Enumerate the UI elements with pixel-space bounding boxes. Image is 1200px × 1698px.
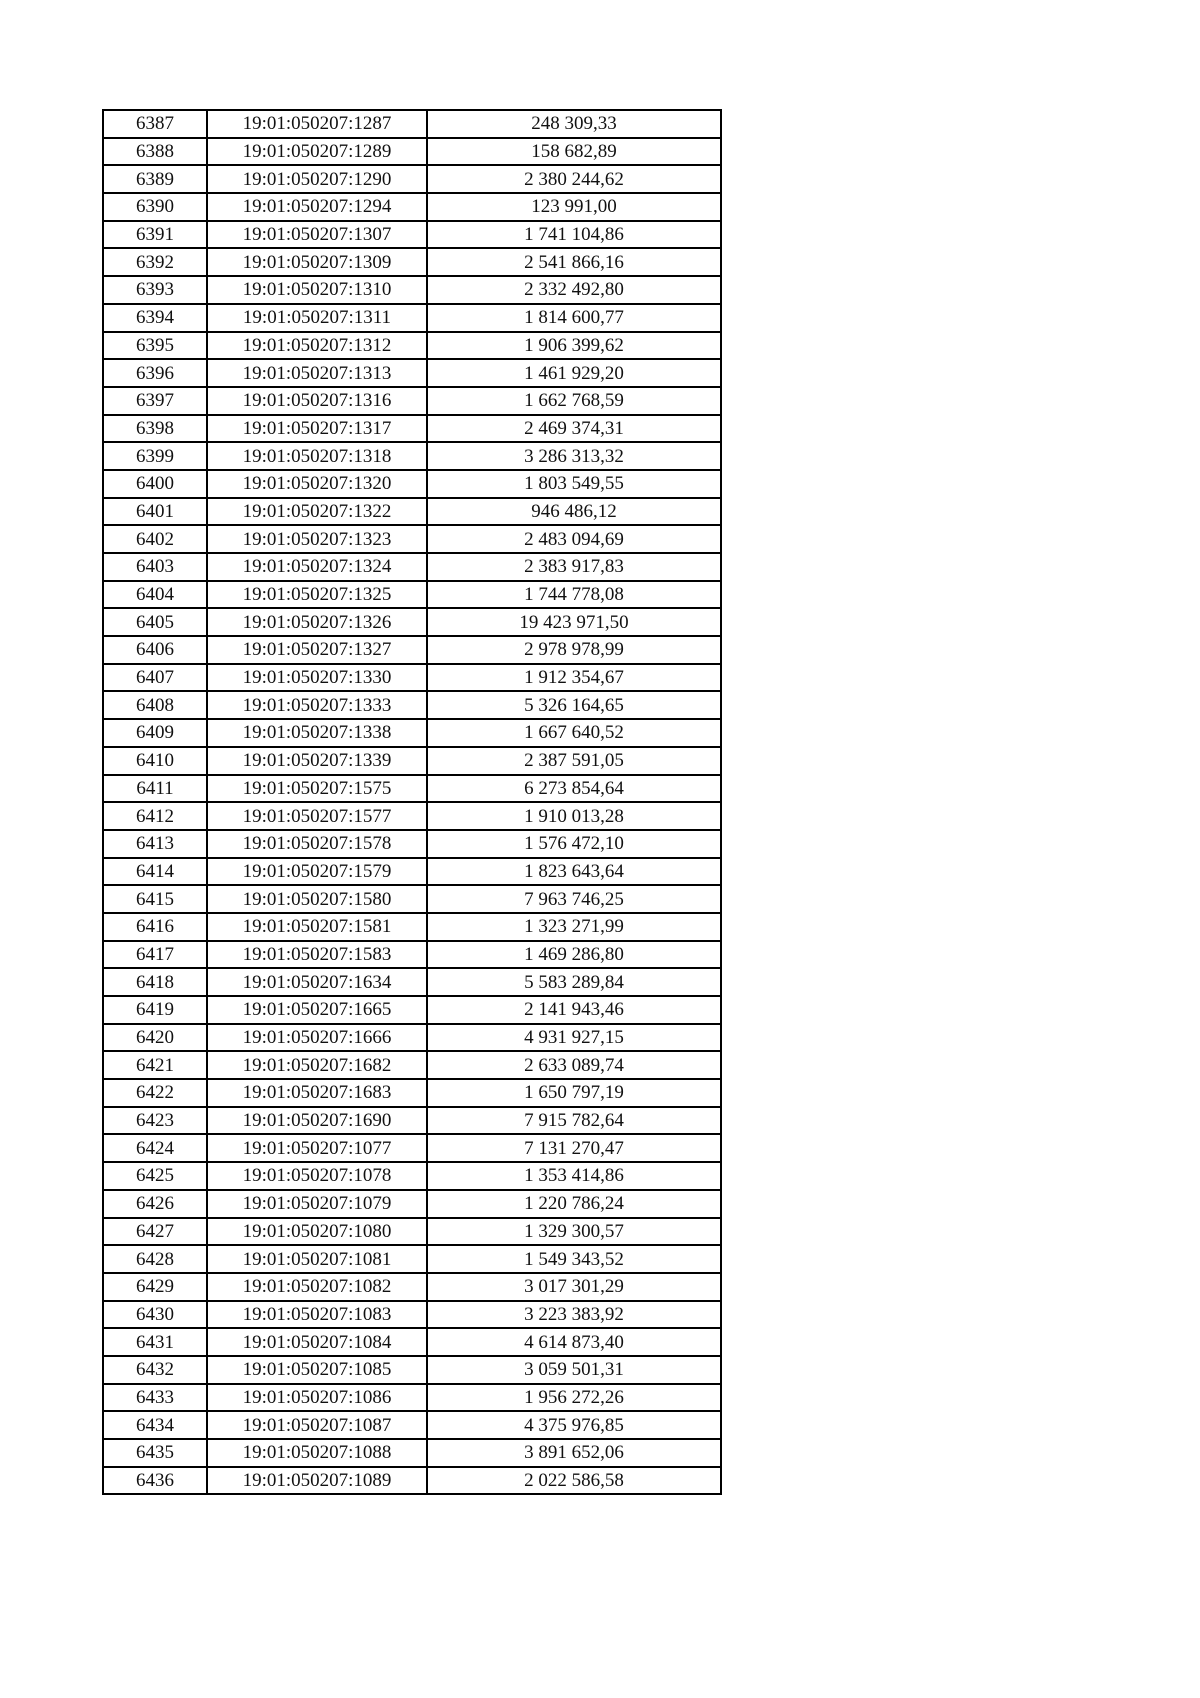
cadastral-number-cell: 19:01:050207:1318	[207, 442, 427, 470]
row-number-cell: 6431	[103, 1328, 207, 1356]
table-row	[103, 304, 721, 332]
table-row	[103, 1356, 721, 1384]
value-cell: 4 614 873,40	[427, 1328, 721, 1356]
cadastral-number-cell: 19:01:050207:1690	[207, 1107, 427, 1135]
row-number-cell: 6401	[103, 498, 207, 526]
row-number-cell: 6422	[103, 1079, 207, 1107]
row-number-cell: 6434	[103, 1411, 207, 1439]
cadastral-number-cell: 19:01:050207:1579	[207, 858, 427, 886]
cadastral-number-cell: 19:01:050207:1577	[207, 802, 427, 830]
cadastral-number-cell: 19:01:050207:1666	[207, 1024, 427, 1052]
value-cell: 2 541 866,16	[427, 248, 721, 276]
row-number-cell: 6411	[103, 775, 207, 803]
row-number-cell: 6428	[103, 1245, 207, 1273]
value-cell: 2 141 943,46	[427, 996, 721, 1024]
table-row	[103, 553, 721, 581]
value-cell: 1 803 549,55	[427, 470, 721, 498]
table-row	[103, 1411, 721, 1439]
value-cell: 1 906 399,62	[427, 332, 721, 360]
row-number-cell: 6389	[103, 165, 207, 193]
value-cell: 2 469 374,31	[427, 415, 721, 443]
value-cell: 2 380 244,62	[427, 165, 721, 193]
row-number-cell: 6392	[103, 248, 207, 276]
table-row	[103, 830, 721, 858]
cadastral-number-cell: 19:01:050207:1083	[207, 1301, 427, 1329]
table-row	[103, 1467, 721, 1495]
row-number-cell: 6415	[103, 885, 207, 913]
table-row	[103, 1245, 721, 1273]
table-row	[103, 276, 721, 304]
value-cell: 7 131 270,47	[427, 1134, 721, 1162]
cadastral-value-table	[102, 109, 722, 1495]
cadastral-number-cell: 19:01:050207:1317	[207, 415, 427, 443]
row-number-cell: 6399	[103, 442, 207, 470]
row-number-cell: 6388	[103, 138, 207, 166]
row-number-cell: 6394	[103, 304, 207, 332]
table-row	[103, 193, 721, 221]
value-cell: 1 220 786,24	[427, 1190, 721, 1218]
row-number-cell: 6402	[103, 525, 207, 553]
cadastral-number-cell: 19:01:050207:1323	[207, 525, 427, 553]
cadastral-number-cell: 19:01:050207:1077	[207, 1134, 427, 1162]
row-number-cell: 6430	[103, 1301, 207, 1329]
table-row	[103, 775, 721, 803]
value-cell: 1 662 768,59	[427, 387, 721, 415]
cadastral-number-cell: 19:01:050207:1313	[207, 359, 427, 387]
row-number-cell: 6425	[103, 1162, 207, 1190]
table-row	[103, 248, 721, 276]
cadastral-number-cell: 19:01:050207:1294	[207, 193, 427, 221]
row-number-cell: 6409	[103, 719, 207, 747]
value-cell: 7 963 746,25	[427, 885, 721, 913]
table-row	[103, 1218, 721, 1246]
value-cell: 1 823 643,64	[427, 858, 721, 886]
table-row	[103, 1439, 721, 1467]
row-number-cell: 6396	[103, 359, 207, 387]
cadastral-number-cell: 19:01:050207:1085	[207, 1356, 427, 1384]
row-number-cell: 6398	[103, 415, 207, 443]
table-body	[103, 110, 721, 1494]
cadastral-number-cell: 19:01:050207:1287	[207, 110, 427, 138]
cadastral-number-cell: 19:01:050207:1310	[207, 276, 427, 304]
row-number-cell: 6429	[103, 1273, 207, 1301]
row-number-cell: 6417	[103, 941, 207, 969]
value-cell: 1 353 414,86	[427, 1162, 721, 1190]
cadastral-number-cell: 19:01:050207:1089	[207, 1467, 427, 1495]
value-cell: 1 469 286,80	[427, 941, 721, 969]
row-number-cell: 6410	[103, 747, 207, 775]
row-number-cell: 6426	[103, 1190, 207, 1218]
value-cell: 3 891 652,06	[427, 1439, 721, 1467]
value-cell: 946 486,12	[427, 498, 721, 526]
table-row	[103, 470, 721, 498]
cadastral-number-cell: 19:01:050207:1333	[207, 691, 427, 719]
cadastral-number-cell: 19:01:050207:1581	[207, 913, 427, 941]
table-row	[103, 1190, 721, 1218]
table-row	[103, 525, 721, 553]
value-cell: 1 814 600,77	[427, 304, 721, 332]
value-cell: 123 991,00	[427, 193, 721, 221]
value-cell: 1 323 271,99	[427, 913, 721, 941]
cadastral-number-cell: 19:01:050207:1339	[207, 747, 427, 775]
cadastral-number-cell: 19:01:050207:1325	[207, 581, 427, 609]
value-cell: 2 483 094,69	[427, 525, 721, 553]
cadastral-number-cell: 19:01:050207:1320	[207, 470, 427, 498]
table-row	[103, 636, 721, 664]
cadastral-number-cell: 19:01:050207:1078	[207, 1162, 427, 1190]
cadastral-number-cell: 19:01:050207:1324	[207, 553, 427, 581]
table-row	[103, 996, 721, 1024]
row-number-cell: 6404	[103, 581, 207, 609]
row-number-cell: 6408	[103, 691, 207, 719]
value-cell: 3 059 501,31	[427, 1356, 721, 1384]
table-row	[103, 1051, 721, 1079]
cadastral-number-cell: 19:01:050207:1084	[207, 1328, 427, 1356]
row-number-cell: 6397	[103, 387, 207, 415]
table-row	[103, 498, 721, 526]
row-number-cell: 6393	[103, 276, 207, 304]
table-row	[103, 1024, 721, 1052]
value-cell: 6 273 854,64	[427, 775, 721, 803]
table-row	[103, 941, 721, 969]
table-row	[103, 332, 721, 360]
row-number-cell: 6407	[103, 664, 207, 692]
table-row	[103, 1328, 721, 1356]
value-cell: 2 978 978,99	[427, 636, 721, 664]
table-row	[103, 885, 721, 913]
row-number-cell: 6433	[103, 1384, 207, 1412]
row-number-cell: 6424	[103, 1134, 207, 1162]
value-cell: 2 383 917,83	[427, 553, 721, 581]
table-row	[103, 664, 721, 692]
row-number-cell: 6420	[103, 1024, 207, 1052]
row-number-cell: 6406	[103, 636, 207, 664]
cadastral-number-cell: 19:01:050207:1578	[207, 830, 427, 858]
table-row	[103, 165, 721, 193]
cadastral-number-cell: 19:01:050207:1080	[207, 1218, 427, 1246]
cadastral-number-cell: 19:01:050207:1290	[207, 165, 427, 193]
table-row	[103, 608, 721, 636]
row-number-cell: 6387	[103, 110, 207, 138]
row-number-cell: 6413	[103, 830, 207, 858]
table-row	[103, 747, 721, 775]
value-cell: 3 286 313,32	[427, 442, 721, 470]
cadastral-number-cell: 19:01:050207:1338	[207, 719, 427, 747]
row-number-cell: 6403	[103, 553, 207, 581]
value-cell: 2 332 492,80	[427, 276, 721, 304]
table-row	[103, 1107, 721, 1135]
value-cell: 1 549 343,52	[427, 1245, 721, 1273]
value-cell: 1 744 778,08	[427, 581, 721, 609]
value-cell: 2 387 591,05	[427, 747, 721, 775]
table-row	[103, 913, 721, 941]
row-number-cell: 6391	[103, 221, 207, 249]
cadastral-number-cell: 19:01:050207:1330	[207, 664, 427, 692]
table-row	[103, 1273, 721, 1301]
cadastral-number-cell: 19:01:050207:1088	[207, 1439, 427, 1467]
row-number-cell: 6435	[103, 1439, 207, 1467]
table-row	[103, 138, 721, 166]
cadastral-number-cell: 19:01:050207:1086	[207, 1384, 427, 1412]
cadastral-number-cell: 19:01:050207:1583	[207, 941, 427, 969]
table-row	[103, 1384, 721, 1412]
cadastral-number-cell: 19:01:050207:1575	[207, 775, 427, 803]
table-row	[103, 387, 721, 415]
value-cell: 4 931 927,15	[427, 1024, 721, 1052]
row-number-cell: 6390	[103, 193, 207, 221]
table-row	[103, 719, 721, 747]
value-cell: 4 375 976,85	[427, 1411, 721, 1439]
table-row	[103, 415, 721, 443]
cadastral-number-cell: 19:01:050207:1311	[207, 304, 427, 332]
row-number-cell: 6423	[103, 1107, 207, 1135]
value-cell: 1 956 272,26	[427, 1384, 721, 1412]
table-row	[103, 1301, 721, 1329]
row-number-cell: 6400	[103, 470, 207, 498]
row-number-cell: 6436	[103, 1467, 207, 1495]
cadastral-number-cell: 19:01:050207:1079	[207, 1190, 427, 1218]
table-row	[103, 359, 721, 387]
table-row	[103, 1079, 721, 1107]
row-number-cell: 6419	[103, 996, 207, 1024]
cadastral-number-cell: 19:01:050207:1087	[207, 1411, 427, 1439]
cadastral-number-cell: 19:01:050207:1312	[207, 332, 427, 360]
value-cell: 1 650 797,19	[427, 1079, 721, 1107]
cadastral-number-cell: 19:01:050207:1307	[207, 221, 427, 249]
cadastral-number-cell: 19:01:050207:1289	[207, 138, 427, 166]
row-number-cell: 6418	[103, 968, 207, 996]
value-cell: 1 329 300,57	[427, 1218, 721, 1246]
value-cell: 1 910 013,28	[427, 802, 721, 830]
table-row	[103, 691, 721, 719]
cadastral-number-cell: 19:01:050207:1683	[207, 1079, 427, 1107]
row-number-cell: 6432	[103, 1356, 207, 1384]
value-cell: 1 576 472,10	[427, 830, 721, 858]
value-cell: 5 583 289,84	[427, 968, 721, 996]
row-number-cell: 6412	[103, 802, 207, 830]
value-cell: 3 223 383,92	[427, 1301, 721, 1329]
value-cell: 2 633 089,74	[427, 1051, 721, 1079]
table-row	[103, 802, 721, 830]
value-cell: 19 423 971,50	[427, 608, 721, 636]
value-cell: 158 682,89	[427, 138, 721, 166]
table-row	[103, 1134, 721, 1162]
cadastral-number-cell: 19:01:050207:1081	[207, 1245, 427, 1273]
value-cell: 3 017 301,29	[427, 1273, 721, 1301]
row-number-cell: 6405	[103, 608, 207, 636]
value-cell: 248 309,33	[427, 110, 721, 138]
row-number-cell: 6421	[103, 1051, 207, 1079]
table-row	[103, 581, 721, 609]
value-cell: 1 912 354,67	[427, 664, 721, 692]
cadastral-number-cell: 19:01:050207:1322	[207, 498, 427, 526]
cadastral-number-cell: 19:01:050207:1326	[207, 608, 427, 636]
table-row	[103, 442, 721, 470]
value-cell: 5 326 164,65	[427, 691, 721, 719]
value-cell: 1 667 640,52	[427, 719, 721, 747]
cadastral-number-cell: 19:01:050207:1580	[207, 885, 427, 913]
value-cell: 7 915 782,64	[427, 1107, 721, 1135]
table-row	[103, 968, 721, 996]
value-cell: 2 022 586,58	[427, 1467, 721, 1495]
value-cell: 1 461 929,20	[427, 359, 721, 387]
value-cell: 1 741 104,86	[427, 221, 721, 249]
table-row	[103, 221, 721, 249]
row-number-cell: 6395	[103, 332, 207, 360]
table-row	[103, 110, 721, 138]
table-row	[103, 858, 721, 886]
cadastral-number-cell: 19:01:050207:1309	[207, 248, 427, 276]
row-number-cell: 6414	[103, 858, 207, 886]
row-number-cell: 6427	[103, 1218, 207, 1246]
cadastral-number-cell: 19:01:050207:1682	[207, 1051, 427, 1079]
cadastral-number-cell: 19:01:050207:1634	[207, 968, 427, 996]
cadastral-number-cell: 19:01:050207:1327	[207, 636, 427, 664]
cadastral-number-cell: 19:01:050207:1665	[207, 996, 427, 1024]
cadastral-number-cell: 19:01:050207:1316	[207, 387, 427, 415]
table-row	[103, 1162, 721, 1190]
row-number-cell: 6416	[103, 913, 207, 941]
cadastral-number-cell: 19:01:050207:1082	[207, 1273, 427, 1301]
